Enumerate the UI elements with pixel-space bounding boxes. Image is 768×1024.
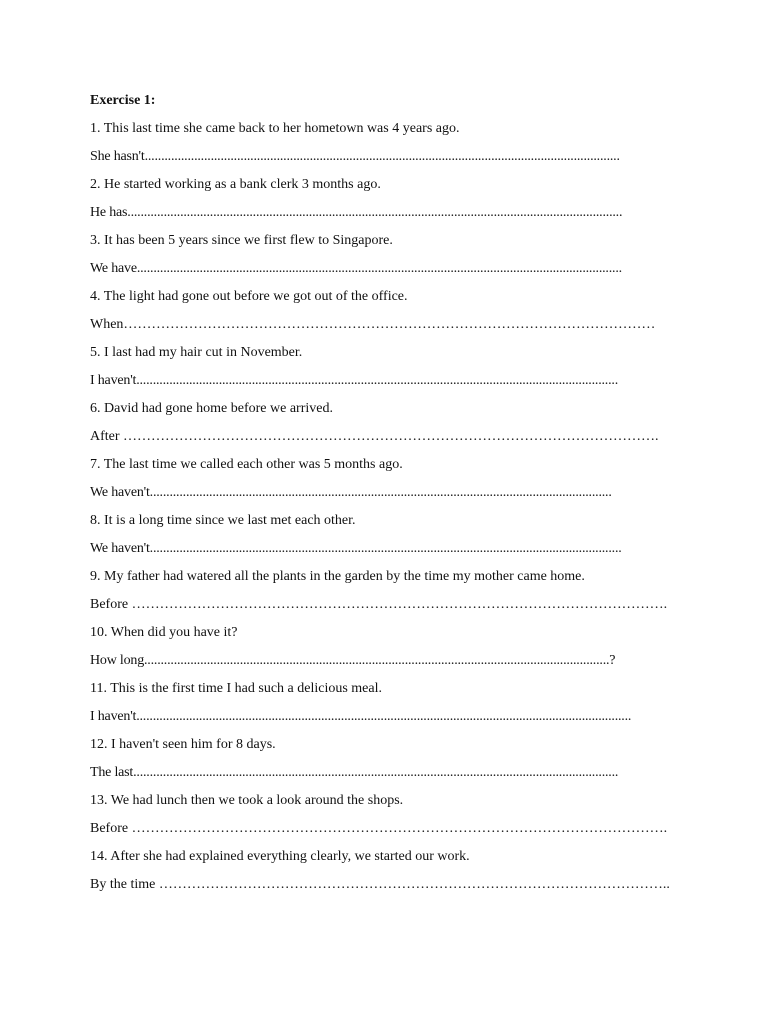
answer-line-2: He has...................................................................................................................................................... [90,205,623,220]
answer-line-9: Before ……………………………………………………………………………………………………. [90,597,668,612]
exercise-prompt-10: 10. When did you have it? [90,625,238,640]
answer-line-14: By the time ……………………………………………………………………………………………….. [90,877,670,892]
answer-line-6: After ……………………………………………………………………………………………………. [90,429,659,444]
exercise-prompt-1: 1. This last time she came back to her hometown was 4 years ago. [90,121,460,136]
exercise-prompt-8: 8. It is a long time since we last met each other. [90,513,356,528]
exercise-prompt-2: 2. He started working as a bank clerk 3 months ago. [90,177,381,192]
answer-line-1: She hasn't................................................................................................................................................ [90,149,620,164]
answer-line-13: Before ……………………………………………………………………………………………………. [90,821,668,836]
answer-line-8: We haven't............................................................................................................................................... [90,541,622,556]
answer-line-7: We haven't............................................................................................................................................ [90,485,612,500]
answer-line-10: How long.............................................................................................................................................? [90,653,616,668]
exercise-prompt-14: 14. After she had explained everything clearly, we started our work. [90,849,470,864]
exercise-prompt-4: 4. The light had gone out before we got out of the office. [90,289,408,304]
exercise-page [90,91,690,903]
exercise-title: Exercise 1: [90,93,156,108]
answer-line-5: I haven't.................................................................................................................................................. [90,373,619,388]
exercise-prompt-7: 7. The last time we called each other was 5 months ago. [90,457,403,472]
answer-line-3: We have................................................................................................................................................... [90,261,622,276]
exercise-prompt-6: 6. David had gone home before we arrived. [90,401,333,416]
exercise-prompt-13: 13. We had lunch then we took a look around the shops. [90,793,404,808]
exercise-prompt-5: 5. I last had my hair cut in November. [90,345,303,360]
exercise-prompt-3: 3. It has been 5 years since we first flew to Singapore. [90,233,393,248]
answer-line-4: When…………………………………………………………………………………………………… [90,317,656,332]
answer-line-12: The last................................................................................................................................................... [90,765,619,780]
answer-line-11: I haven't...................................................................................................................................................... [90,709,632,724]
exercise-prompt-12: 12. I haven't seen him for 8 days. [90,737,276,752]
exercise-prompt-11: 11. This is the first time I had such a delicious meal. [90,681,382,696]
exercise-prompt-9: 9. My father had watered all the plants in the garden by the time my mother came home. [90,569,585,584]
